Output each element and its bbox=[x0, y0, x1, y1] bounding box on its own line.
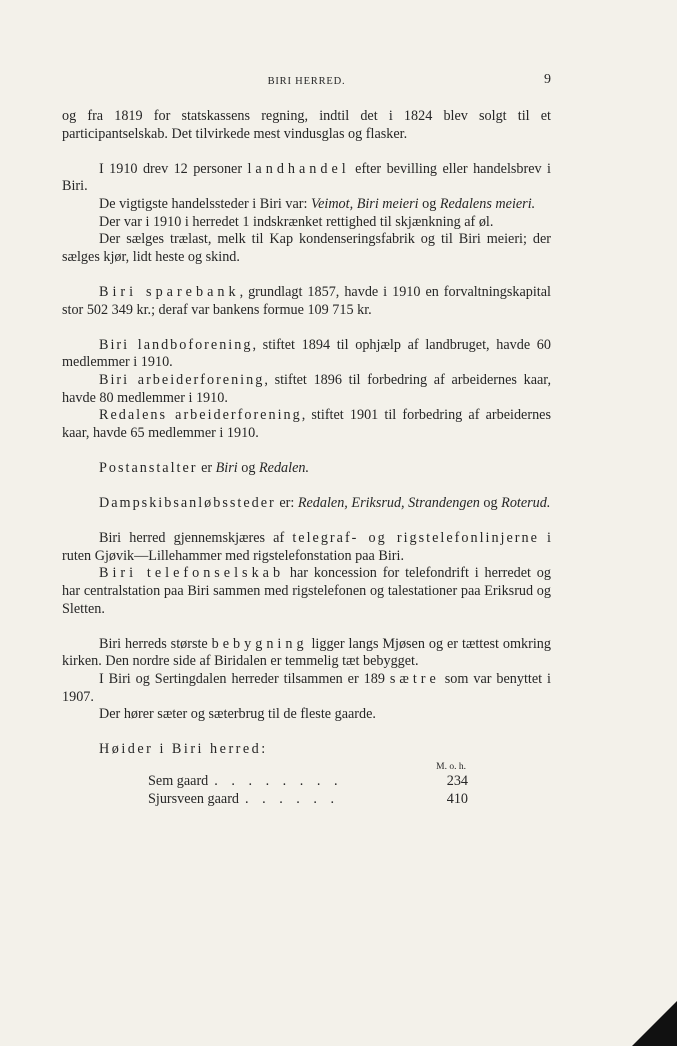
text-run: : bbox=[261, 741, 266, 758]
text-run: i ruten Gjøvik—Lillehammer med rigstelefonstation paa Biri. bbox=[62, 530, 551, 564]
paragraph bbox=[62, 636, 551, 671]
text-run: og bbox=[418, 195, 440, 212]
page-header bbox=[62, 72, 551, 92]
text-run: , stiftet 1901 til forbedring af arbeidernes kaar, havde 65 medlemmer i 1910. bbox=[62, 407, 551, 441]
spaced-term: Biri sparebank bbox=[99, 283, 240, 300]
paragraph bbox=[62, 565, 551, 618]
spaced-term: landhandel bbox=[247, 160, 350, 177]
spaced-term: Postanstalter bbox=[99, 459, 198, 476]
paragraph bbox=[62, 495, 551, 513]
paragraph bbox=[62, 530, 551, 565]
paragraph: og fra 1819 for statskassens regning, indtil det i 1824 blev solgt til et participantselskab. Det tilvirkede mest vindusglas og flasker. bbox=[62, 108, 551, 142]
spaced-term: telegraf- og rigstelefonlinjerne bbox=[292, 530, 539, 547]
heights-heading bbox=[62, 741, 551, 759]
paragraph: Der var i 1910 i herredet 1 indskrænket rettighed til skjænkning af øl. bbox=[99, 213, 494, 230]
page bbox=[62, 72, 551, 808]
heights-table bbox=[148, 761, 468, 808]
text-run: Biri herreds største bbox=[99, 635, 212, 652]
text-run: har koncession for telefondrift i herredet og har centralstation paa Biri sammen med rigstelefonen og talestationer paa Eriksrud og Sletten. bbox=[62, 565, 551, 617]
text-run: , stiftet 1894 til ophjælp af landbruget, havde 60 medlemmer i 1910. bbox=[62, 336, 551, 371]
text-run: og bbox=[237, 459, 259, 476]
text-run: , grundlagt 1857, havde i 1910 en forvaltningskapital stor 502 349 kr.; deraf var bankens formue 109 715 kr. bbox=[62, 283, 551, 318]
italic-run: Redalen. bbox=[259, 459, 310, 476]
table-row bbox=[148, 791, 468, 809]
text-run: er: bbox=[275, 495, 298, 512]
italic-run: Redalen, Eriksrud, Strandengen bbox=[297, 495, 480, 512]
paragraph bbox=[62, 671, 551, 706]
spaced-term: sætre bbox=[389, 671, 440, 687]
page-number: 9 bbox=[544, 72, 551, 87]
text-run: efter bevilling eller handelsbrev i Biri. bbox=[62, 160, 551, 195]
leader-dots: . . . . . . . . bbox=[214, 772, 343, 789]
text-run: og bbox=[479, 495, 502, 512]
text-run: er bbox=[197, 459, 216, 476]
text-run: som var benyttet i 1907. bbox=[62, 671, 551, 705]
paragraph bbox=[62, 196, 551, 214]
text-run: De vigtigste handelssteder i Biri var: bbox=[99, 195, 311, 212]
paragraph: Der sælges trælast, melk til Kap kondenseringsfabrik og til Biri meieri; der sælges kjør, lidt heste og skind. bbox=[62, 231, 551, 265]
paragraph bbox=[62, 284, 551, 319]
height-value: 234 bbox=[446, 772, 468, 789]
text-run: , stiftet 1896 til forbedring af arbeidernes kaar, havde 80 medlemmer i 1910. bbox=[62, 371, 551, 406]
spaced-term: Biri landboforening bbox=[99, 336, 253, 353]
spaced-term: Biri telefonselskab bbox=[99, 565, 285, 582]
heights-section bbox=[62, 741, 551, 808]
spaced-term: bebygning bbox=[211, 635, 308, 652]
paragraph bbox=[62, 460, 551, 478]
place-name: Sem gaard bbox=[148, 772, 209, 789]
spaced-term: Redalens arbeiderforening bbox=[99, 407, 302, 424]
paragraph: Der hører sæter og sæterbrug til de fleste gaarde. bbox=[99, 706, 376, 723]
text-run: Biri herred gjennemskjæres af bbox=[99, 530, 293, 547]
unit-label: M. o. h. bbox=[436, 761, 466, 772]
text-run: ligger langs Mjøsen og er tættest omkring kirken. Den nordre side af Biridalen er temmelig tæt bebygget. bbox=[62, 635, 551, 670]
paragraph bbox=[62, 161, 551, 196]
leader-dots: . . . . . . bbox=[245, 790, 340, 807]
text-run: I Biri og Sertingdalen herreder tilsammen er 189 bbox=[99, 671, 390, 687]
text-run: I 1910 drev 12 personer bbox=[99, 160, 248, 177]
italic-run: Veimot, Biri meieri bbox=[310, 195, 419, 212]
paragraph bbox=[62, 337, 551, 372]
running-head: BIRI HERRED. bbox=[267, 76, 346, 87]
paragraph bbox=[62, 372, 551, 407]
italic-run: Biri bbox=[215, 459, 238, 476]
height-value: 410 bbox=[446, 790, 468, 807]
page-corner-mark bbox=[632, 1001, 677, 1046]
paragraph bbox=[62, 407, 551, 442]
table-row bbox=[148, 773, 468, 791]
spaced-term: Dampskibsanløbssteder bbox=[99, 495, 276, 512]
italic-run: Redalens meieri. bbox=[439, 195, 536, 212]
spaced-term: Høider i Biri herred bbox=[99, 741, 262, 758]
place-name: Sjursveen gaard bbox=[148, 790, 240, 807]
body-text bbox=[62, 108, 551, 724]
spaced-term: Biri arbeiderforening bbox=[99, 371, 265, 388]
italic-run: Roterud. bbox=[501, 495, 551, 512]
